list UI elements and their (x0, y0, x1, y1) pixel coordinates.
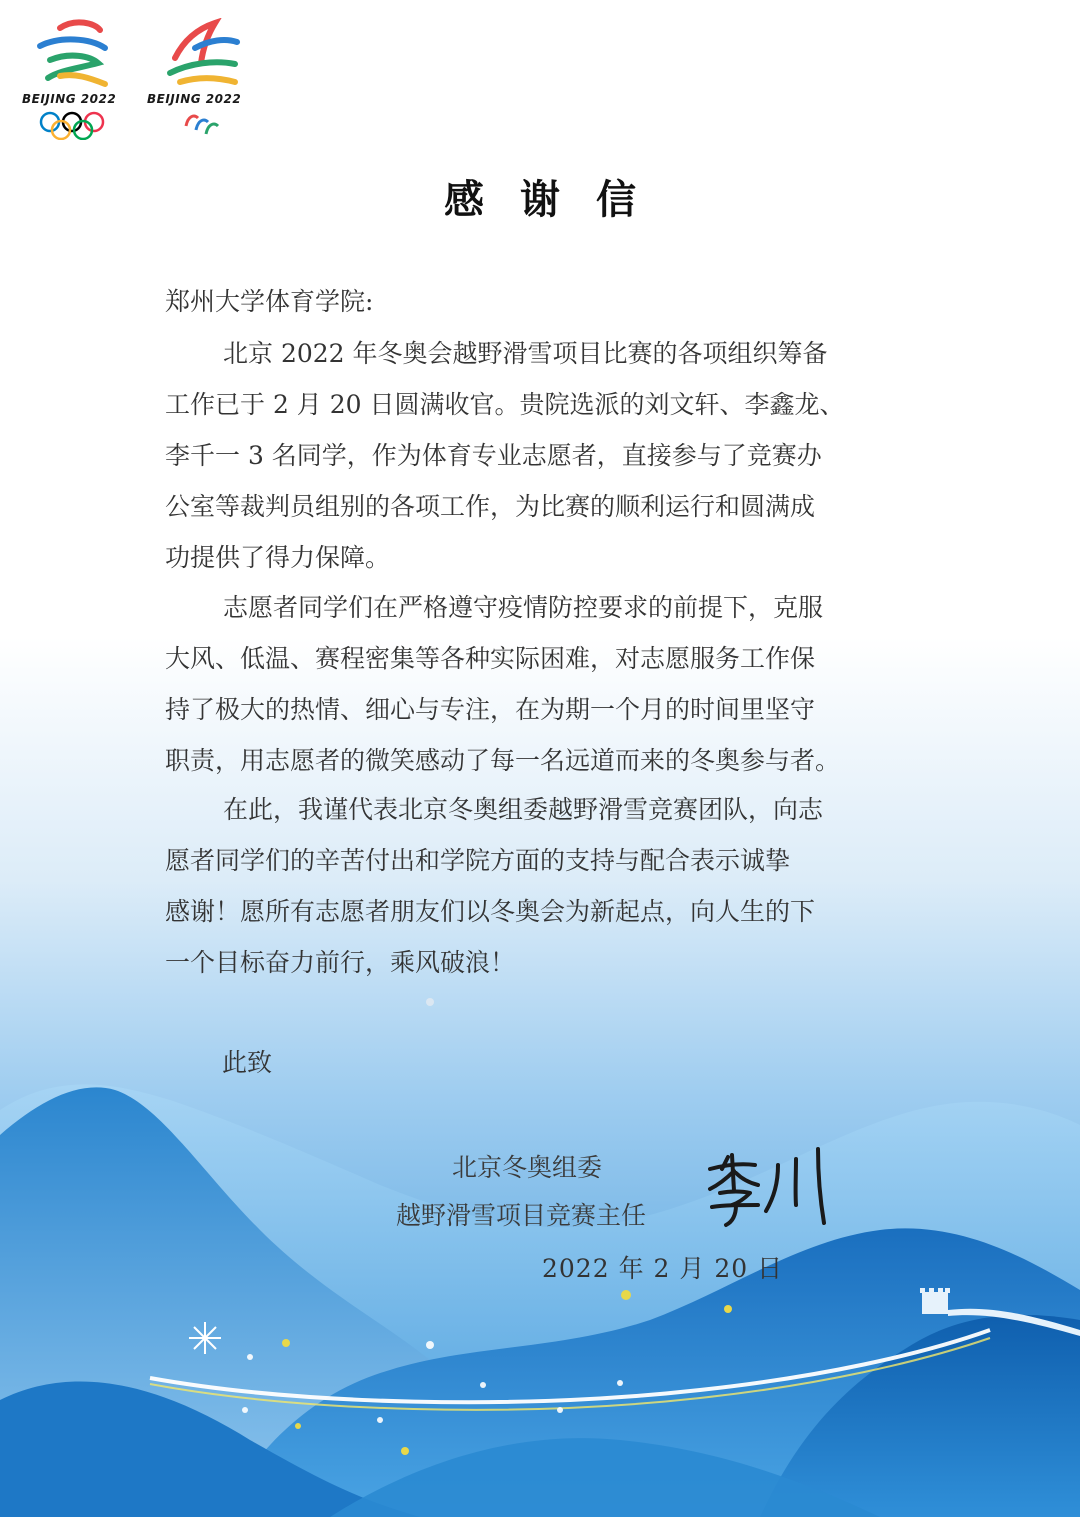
olympic-rings-icon (38, 110, 108, 140)
paragraph-line: 在此，我谨代表北京冬奥组委越野滑雪竞赛团队，向志 (223, 795, 824, 824)
agitos-icon (180, 110, 250, 140)
paragraph-line: 愿者同学们的辛苦付出和学院方面的支持与配合表示诚挚 (165, 846, 791, 875)
paragraph-line: 公室等裁判员组别的各项工作，为比赛的顺利运行和圆满成 (165, 492, 816, 521)
paragraph-line: 功提供了得力保障。 (165, 543, 391, 572)
paralympic-emblem-graphic (145, 18, 255, 98)
paragraph-line: 工作已于 2 月 20 日圆满收官。贵院选派的刘文轩、李鑫龙、 (165, 390, 845, 419)
paragraph-line: 持了极大的热情、细心与专注，在为期一个月的时间里坚守 (165, 695, 816, 724)
beijing-2022-paralympic-emblem (145, 18, 255, 148)
paragraph-line: 感谢！愿所有志愿者朋友们以冬奥会为新起点，向人生的下 (165, 897, 816, 926)
salutation: 郑州大学体育学院: (165, 287, 374, 316)
paragraph-line: 李千一 3 名同学，作为体育专业志愿者，直接参与了竞赛办 (165, 441, 822, 470)
paragraph-1 (165, 328, 925, 583)
sender-position: 越野滑雪项目竞赛主任 (396, 1201, 647, 1230)
letter-date: 2022 年 2 月 20 日 (542, 1254, 784, 1283)
paragraph-line: 志愿者同学们在严格遵守疫情防控要求的前提下，克服 (223, 593, 824, 622)
paragraph-line: 一个目标奋力前行，乘风破浪！ (165, 948, 516, 977)
olympic-logo-text: BEIJING 2022 (22, 92, 117, 106)
paragraph-line: 北京 2022 年冬奥会越野滑雪项目比赛的各项组织筹备 (223, 339, 828, 368)
olympic-emblem-graphic (20, 18, 130, 98)
letter-title: 感谢信 (444, 176, 672, 223)
paragraph-line: 大风、低温、赛程密集等各种实际困难，对志愿服务工作保 (165, 644, 816, 673)
sender-organization: 北京冬奥组委 (452, 1153, 603, 1182)
paragraph-line: 职责，用志愿者的微笑感动了每一名远道而来的冬奥参与者。 (165, 746, 841, 775)
paragraph-2 (165, 582, 925, 786)
closing-phrase: 此致 (222, 1048, 273, 1077)
paragraph-3 (165, 784, 925, 988)
handwritten-signature (700, 1135, 840, 1235)
paralympic-logo-text: BEIJING 2022 (147, 92, 242, 106)
beijing-2022-olympic-emblem (20, 18, 130, 148)
